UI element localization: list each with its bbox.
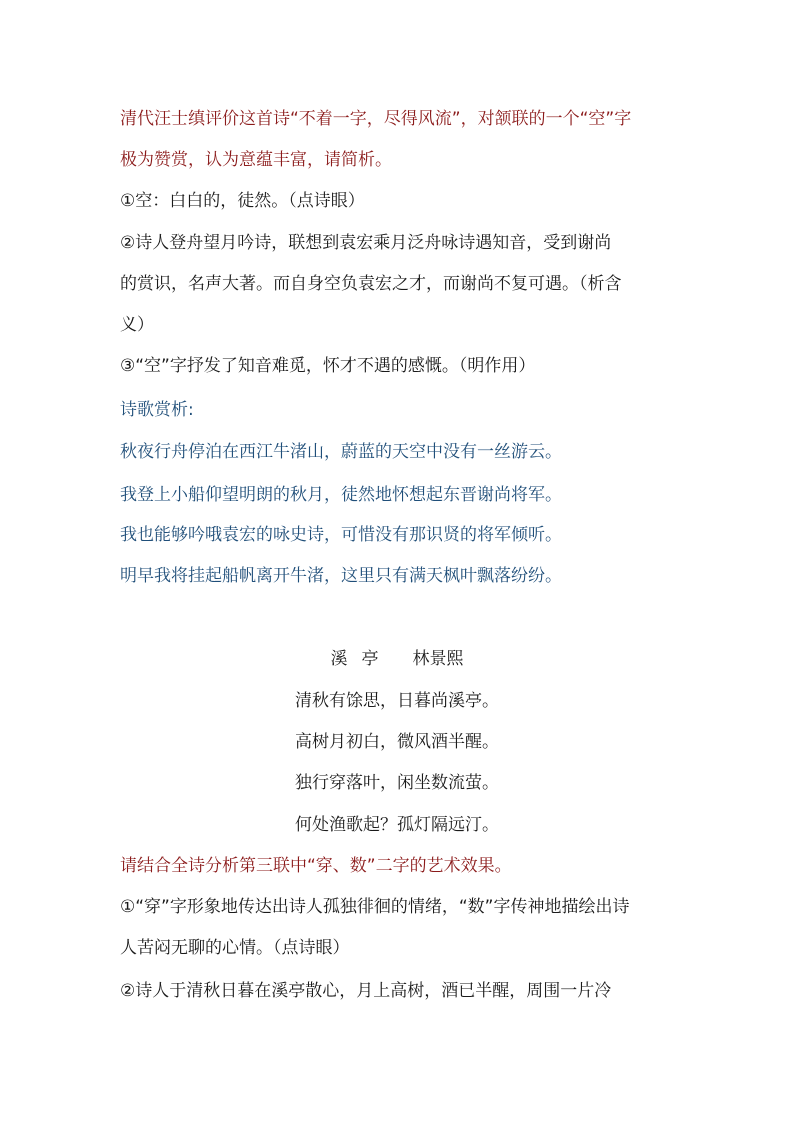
answer-2-line-1: ②诗人登舟望月吟诗，联想到袁宏乘月泛舟咏诗遇知音，受到谢尚	[120, 233, 612, 253]
answer-2-line-3: 义）	[120, 315, 154, 335]
appreciation-line-2: 我登上小船仰望明朗的秋月，徒然地怀想起东晋谢尚将军。	[120, 485, 562, 505]
appreciation-line-4: 明早我将挂起船帆离开牛渚，这里只有满天枫叶飘落纷纷。	[120, 566, 562, 586]
question-line-2: 极为赞赏，认为意蕴丰富，请简析。	[120, 150, 392, 170]
question-2: 请结合全诗分析第三联中“穿、数”二字的艺术效果。	[120, 856, 512, 876]
poem-line-4: 何处渔歌起？孤灯隔远汀。	[295, 815, 499, 835]
poem-author: 林景熙	[412, 649, 464, 669]
poem-title-char-1: 溪	[330, 649, 348, 669]
poem-line-3: 独行穿落叶，闲坐数流萤。	[295, 773, 499, 793]
poem-heading	[0, 648, 794, 670]
answer-2-2-line-1: ②诗人于清秋日暮在溪亭散心，月上高树，酒已半醒，周围一片冷	[120, 981, 612, 1001]
answer-2-1-line-2: 人苦闷无聊的心情。（点诗眼）	[120, 938, 350, 958]
question-line-1: 清代汪士缜评价这首诗“不着一字，尽得风流”，对颔联的一个“空”字	[120, 109, 632, 129]
answer-2-1-line-1: ①“穿”字形象地传达出诗人孤独徘徊的情绪，“数”字传神地描绘出诗	[120, 897, 630, 917]
poem-line-1: 清秋有馀思，日暮尚溪亭。	[295, 691, 499, 711]
answer-1: ①空：白白的，徒然。（点诗眼）	[120, 191, 365, 211]
answer-3: ③“空”字抒发了知音难觅，怀才不遇的感慨。（明作用）	[120, 356, 536, 376]
poem-title-char-2: 亭	[361, 649, 379, 669]
answer-2-line-2: 的赏识，名声大著。而自身空负袁宏之才，而谢尚不复可遇。（析含	[120, 274, 622, 294]
appreciation-title: 诗歌赏析:	[120, 400, 194, 420]
appreciation-line-1: 秋夜行舟停泊在西江牛渚山，蔚蓝的天空中没有一丝游云。	[120, 442, 562, 462]
poem-line-2: 高树月初白，微风酒半醒。	[295, 732, 499, 752]
appreciation-line-3: 我也能够吟哦袁宏的咏史诗，可惜没有那识贤的将军倾听。	[120, 525, 562, 545]
